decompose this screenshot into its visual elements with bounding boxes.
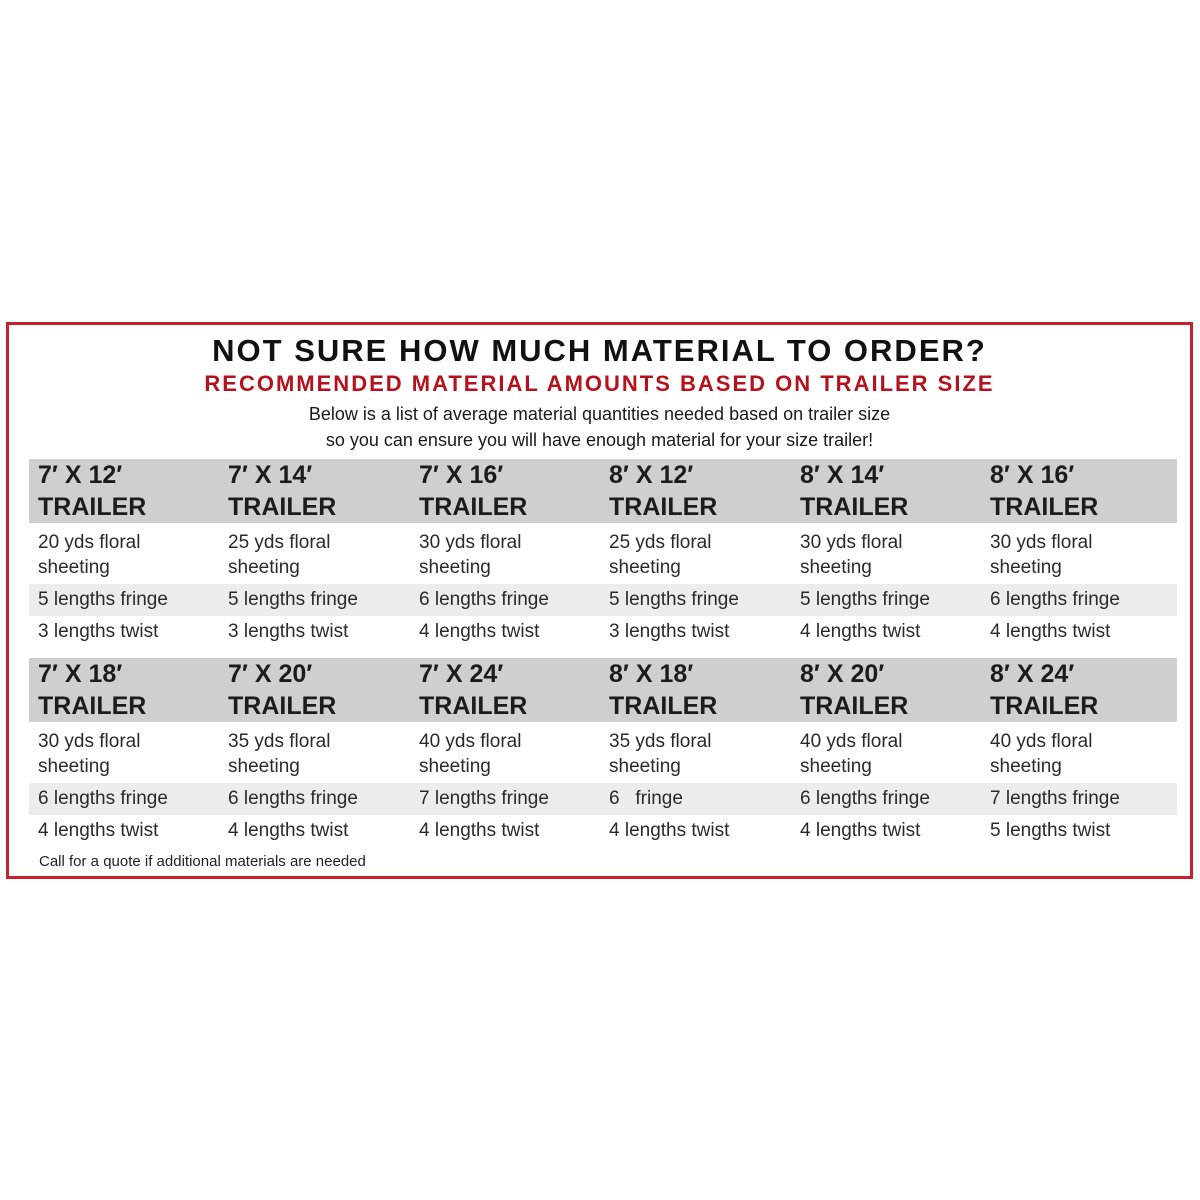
sheeting-amount: 35 yds floral sheeting [228, 731, 331, 777]
sheeting-amount: 25 yds floral sheeting [609, 532, 712, 578]
trailer-size-heading [38, 459, 146, 523]
trailer-size: 7′ X 12′ [38, 461, 123, 489]
trailer-size: 7′ X 20′ [228, 660, 313, 688]
trailer-column [791, 459, 981, 649]
twist-amount: 4 lengths twist [228, 820, 349, 841]
fringe-amount: 6 fringe [609, 788, 683, 809]
trailer-size-heading [800, 658, 908, 722]
trailer-label: TRAILER [609, 493, 718, 521]
trailer-column [981, 658, 1171, 848]
trailer-column [981, 459, 1171, 649]
sheeting-amount: 30 yds floral sheeting [38, 731, 141, 777]
trailer-column [219, 459, 409, 649]
trailer-column [600, 459, 790, 649]
twist-amount: 4 lengths twist [990, 621, 1111, 642]
trailer-row-2 [29, 658, 1177, 848]
trailer-size-heading [990, 459, 1098, 523]
twist-amount: 5 lengths twist [990, 820, 1111, 841]
trailer-size: 8′ X 12′ [609, 461, 694, 489]
trailer-column [410, 658, 600, 848]
chart-subtitle: RECOMMENDED MATERIAL AMOUNTS BASED ON TRAILER SIZE [204, 371, 995, 396]
twist-amount: 3 lengths twist [38, 621, 159, 642]
trailer-row-1 [29, 459, 1177, 649]
trailer-label: TRAILER [800, 493, 909, 521]
trailer-size: 7′ X 14′ [228, 461, 313, 489]
sheeting-amount: 30 yds floral sheeting [990, 532, 1093, 578]
trailer-size: 8′ X 18′ [609, 660, 694, 688]
trailer-size-heading [990, 658, 1098, 722]
fringe-amount: 7 lengths fringe [419, 788, 549, 809]
twist-amount: 4 lengths twist [800, 621, 921, 642]
sheeting-amount: 40 yds floral sheeting [419, 731, 522, 777]
footnote: Call for a quote if additional materials are needed [39, 853, 366, 870]
trailer-label: TRAILER [419, 493, 528, 521]
trailer-size-heading [419, 658, 527, 722]
twist-amount: 4 lengths twist [800, 820, 921, 841]
trailer-size-heading [38, 658, 146, 722]
trailer-size: 7′ X 16′ [419, 461, 504, 489]
material-chart-panel [6, 322, 1193, 879]
fringe-amount: 6 lengths fringe [419, 589, 549, 610]
trailer-size-heading [800, 459, 908, 523]
fringe-amount: 6 lengths fringe [990, 589, 1120, 610]
trailer-size-heading [609, 658, 717, 722]
fringe-amount: 6 lengths fringe [38, 788, 168, 809]
trailer-size: 8′ X 16′ [990, 461, 1075, 489]
trailer-column [600, 658, 790, 848]
chart-title: NOT SURE HOW MUCH MATERIAL TO ORDER? [212, 333, 987, 368]
trailer-size-heading [609, 459, 717, 523]
trailer-label: TRAILER [419, 692, 528, 720]
twist-amount: 3 lengths twist [228, 621, 349, 642]
sheeting-amount: 35 yds floral sheeting [609, 731, 712, 777]
fringe-amount: 5 lengths fringe [38, 589, 168, 610]
fringe-amount: 5 lengths fringe [800, 589, 930, 610]
twist-amount: 4 lengths twist [38, 820, 159, 841]
sheeting-amount: 40 yds floral sheeting [990, 731, 1093, 777]
trailer-size: 8′ X 24′ [990, 660, 1075, 688]
fringe-amount: 5 lengths fringe [228, 589, 358, 610]
trailer-label: TRAILER [990, 692, 1099, 720]
fringe-amount: 7 lengths fringe [990, 788, 1120, 809]
sheeting-amount: 20 yds floral sheeting [38, 532, 141, 578]
trailer-size-heading [419, 459, 527, 523]
sheeting-amount: 30 yds floral sheeting [800, 532, 903, 578]
trailer-label: TRAILER [800, 692, 909, 720]
trailer-size: 8′ X 14′ [800, 461, 885, 489]
twist-amount: 3 lengths twist [609, 621, 730, 642]
trailer-column [29, 459, 219, 649]
fringe-amount: 6 lengths fringe [228, 788, 358, 809]
trailer-column [791, 658, 981, 848]
trailer-column [219, 658, 409, 848]
trailer-size-heading [228, 459, 336, 523]
twist-amount: 4 lengths twist [419, 820, 540, 841]
trailer-size: 7′ X 18′ [38, 660, 123, 688]
twist-amount: 4 lengths twist [609, 820, 730, 841]
sheeting-amount: 30 yds floral sheeting [419, 532, 522, 578]
sheeting-amount: 40 yds floral sheeting [800, 731, 903, 777]
intro-line: so you can ensure you will have enough material for your size trailer! [325, 430, 874, 450]
trailer-label: TRAILER [609, 692, 718, 720]
trailer-size-heading [228, 658, 336, 722]
twist-amount: 4 lengths twist [419, 621, 540, 642]
trailer-label: TRAILER [38, 493, 147, 521]
trailer-column [29, 658, 219, 848]
intro-line: Below is a list of average material quantities needed based on trailer size [308, 404, 891, 424]
sheeting-amount: 25 yds floral sheeting [228, 532, 331, 578]
trailer-label: TRAILER [228, 493, 337, 521]
fringe-amount: 5 lengths fringe [609, 589, 739, 610]
trailer-column [410, 459, 600, 649]
fringe-amount: 6 lengths fringe [800, 788, 930, 809]
trailer-label: TRAILER [990, 493, 1099, 521]
trailer-label: TRAILER [228, 692, 337, 720]
trailer-size: 8′ X 20′ [800, 660, 885, 688]
intro-text [9, 401, 1190, 453]
trailer-size: 7′ X 24′ [419, 660, 504, 688]
trailer-label: TRAILER [38, 692, 147, 720]
